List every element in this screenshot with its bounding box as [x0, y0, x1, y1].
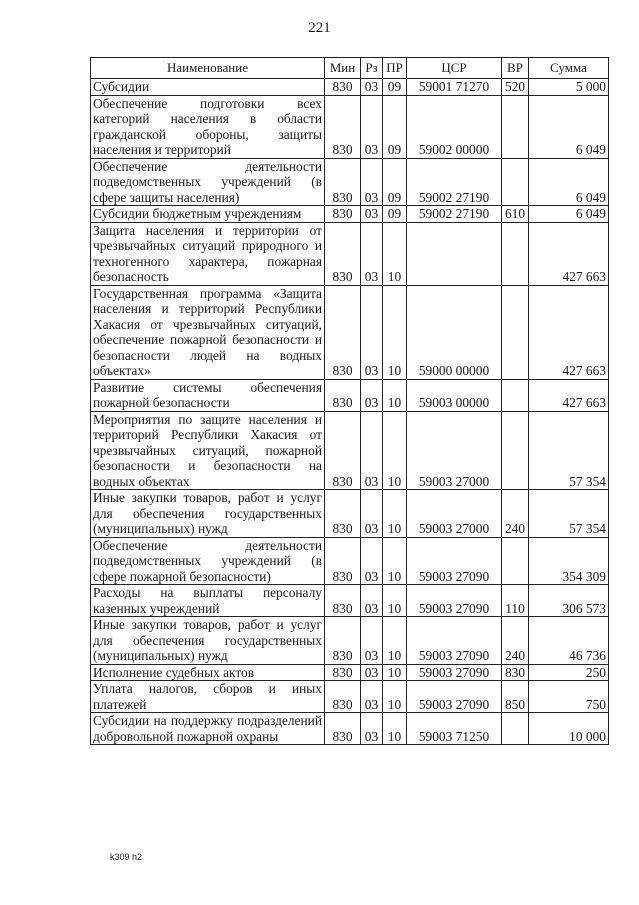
row-csr: 59002 27190 [407, 206, 502, 223]
table-row [91, 222, 609, 285]
table-row [91, 713, 609, 745]
row-min: 830 [325, 95, 361, 158]
row-rz: 03 [361, 379, 383, 411]
row-min: 830 [325, 379, 361, 411]
row-vr [502, 713, 529, 745]
row-vr [502, 158, 529, 206]
row-min: 830 [325, 681, 361, 713]
row-name: Обеспечение подготовки всех категорий населения в области гражданской обороны, защиты населения и территорий [91, 95, 325, 158]
row-sum: 6 049 [529, 206, 609, 223]
row-vr [502, 222, 529, 285]
row-rz: 03 [361, 490, 383, 538]
column-header-rz: Рз [361, 58, 383, 79]
row-pr: 10 [383, 713, 407, 745]
row-csr: 59001 71270 [407, 79, 502, 96]
row-csr: 59003 71250 [407, 713, 502, 745]
row-pr: 10 [383, 285, 407, 379]
row-vr: 520 [502, 79, 529, 96]
row-name: Защита населения и территории от чрезвычайных ситуаций природного и техногенного характера, пожарная безопасность [91, 222, 325, 285]
row-sum: 6 049 [529, 95, 609, 158]
row-min: 830 [325, 490, 361, 538]
row-vr [502, 537, 529, 585]
row-name: Иные закупки товаров, работ и услуг для обеспечения государственных (муниципальных) нужд [91, 617, 325, 665]
table-row [91, 206, 609, 223]
row-min: 830 [325, 411, 361, 490]
row-sum: 354 309 [529, 537, 609, 585]
row-rz: 03 [361, 158, 383, 206]
row-sum: 306 573 [529, 585, 609, 617]
row-sum: 10 000 [529, 713, 609, 745]
row-sum: 57 354 [529, 411, 609, 490]
row-csr: 59003 27090 [407, 617, 502, 665]
row-rz: 03 [361, 713, 383, 745]
row-vr [502, 285, 529, 379]
row-pr: 10 [383, 537, 407, 585]
row-name: Субсидии на поддержку подразделений добровольной пожарной охраны [91, 713, 325, 745]
row-sum: 5 000 [529, 79, 609, 96]
row-pr: 10 [383, 617, 407, 665]
row-name: Расходы на выплаты персоналу казенных учреждений [91, 585, 325, 617]
table-row [91, 411, 609, 490]
row-vr: 610 [502, 206, 529, 223]
row-pr: 10 [383, 681, 407, 713]
row-sum: 6 049 [529, 158, 609, 206]
row-csr: 59003 27090 [407, 681, 502, 713]
row-name: Государственная программа «Защита населения и территорий Республики Хакасия от чрезвычайных ситуаций, обеспечение пожарной безопасности и безопасности людей на водных объектах» [91, 285, 325, 379]
row-rz: 03 [361, 285, 383, 379]
row-csr: 59003 27090 [407, 664, 502, 681]
row-sum: 750 [529, 681, 609, 713]
column-header-vr: ВР [502, 58, 529, 79]
table-row [91, 537, 609, 585]
table-row [91, 617, 609, 665]
row-min: 830 [325, 79, 361, 96]
table-row [91, 79, 609, 96]
row-min: 830 [325, 713, 361, 745]
row-rz: 03 [361, 79, 383, 96]
row-sum: 250 [529, 664, 609, 681]
row-name: Иные закупки товаров, работ и услуг для обеспечения государственных (муниципальных) нужд [91, 490, 325, 538]
row-name: Субсидии [91, 79, 325, 96]
row-csr: 59003 27090 [407, 537, 502, 585]
row-vr: 240 [502, 617, 529, 665]
row-csr: 59000 00000 [407, 285, 502, 379]
row-rz: 03 [361, 664, 383, 681]
row-min: 830 [325, 222, 361, 285]
table-row [91, 379, 609, 411]
table-row [91, 95, 609, 158]
row-min: 830 [325, 664, 361, 681]
row-rz: 03 [361, 222, 383, 285]
row-pr: 09 [383, 206, 407, 223]
row-csr: 59003 27000 [407, 411, 502, 490]
row-rz: 03 [361, 585, 383, 617]
row-csr: 59002 27190 [407, 158, 502, 206]
row-name: Субсидии бюджетным учреждениям [91, 206, 325, 223]
column-header-pr: ПР [383, 58, 407, 79]
row-pr: 10 [383, 222, 407, 285]
row-rz: 03 [361, 617, 383, 665]
row-rz: 03 [361, 206, 383, 223]
column-header-name: Наименование [91, 58, 325, 79]
row-pr: 09 [383, 158, 407, 206]
row-min: 830 [325, 206, 361, 223]
row-min: 830 [325, 585, 361, 617]
row-sum: 427 663 [529, 285, 609, 379]
budget-table [90, 57, 609, 745]
row-sum: 57 354 [529, 490, 609, 538]
row-vr [502, 411, 529, 490]
row-csr [407, 222, 502, 285]
row-min: 830 [325, 285, 361, 379]
row-min: 830 [325, 617, 361, 665]
row-pr: 10 [383, 585, 407, 617]
row-csr: 59003 27090 [407, 585, 502, 617]
row-vr: 240 [502, 490, 529, 538]
row-name: Обеспечение деятельности подведомственных учреждений (в сфере пожарной безопасности) [91, 537, 325, 585]
column-header-csr: ЦСР [407, 58, 502, 79]
row-name: Уплата налогов, сборов и иных платежей [91, 681, 325, 713]
row-csr: 59003 00000 [407, 379, 502, 411]
column-header-min: Мин [325, 58, 361, 79]
row-rz: 03 [361, 537, 383, 585]
row-rz: 03 [361, 681, 383, 713]
table-row [91, 585, 609, 617]
row-name: Обеспечение деятельности подведомственных учреждений (в сфере защиты населения) [91, 158, 325, 206]
row-min: 830 [325, 537, 361, 585]
column-header-sum: Сумма [529, 58, 609, 79]
row-vr [502, 379, 529, 411]
row-csr: 59002 00000 [407, 95, 502, 158]
table-row [91, 490, 609, 538]
table-row [91, 158, 609, 206]
footer-code: k309 h2 [110, 852, 143, 862]
row-vr: 830 [502, 664, 529, 681]
row-sum: 427 663 [529, 222, 609, 285]
row-pr: 10 [383, 490, 407, 538]
row-vr: 110 [502, 585, 529, 617]
row-name: Исполнение судебных актов [91, 664, 325, 681]
row-pr: 10 [383, 664, 407, 681]
row-min: 830 [325, 158, 361, 206]
row-pr: 10 [383, 379, 407, 411]
row-csr: 59003 27000 [407, 490, 502, 538]
row-rz: 03 [361, 411, 383, 490]
row-sum: 427 663 [529, 379, 609, 411]
row-vr: 850 [502, 681, 529, 713]
row-vr [502, 95, 529, 158]
row-pr: 10 [383, 411, 407, 490]
page-number: 221 [308, 20, 331, 36]
row-rz: 03 [361, 95, 383, 158]
table-row [91, 664, 609, 681]
table-row [91, 285, 609, 379]
row-sum: 46 736 [529, 617, 609, 665]
table-header-row [91, 58, 609, 79]
row-pr: 09 [383, 79, 407, 96]
table-row [91, 681, 609, 713]
row-name: Развитие системы обеспечения пожарной безопасности [91, 379, 325, 411]
row-pr: 09 [383, 95, 407, 158]
row-name: Мероприятия по защите населения и территорий Республики Хакасия от чрезвычайных ситуаций, пожарной безопасности и безопасности на водных объектах [91, 411, 325, 490]
